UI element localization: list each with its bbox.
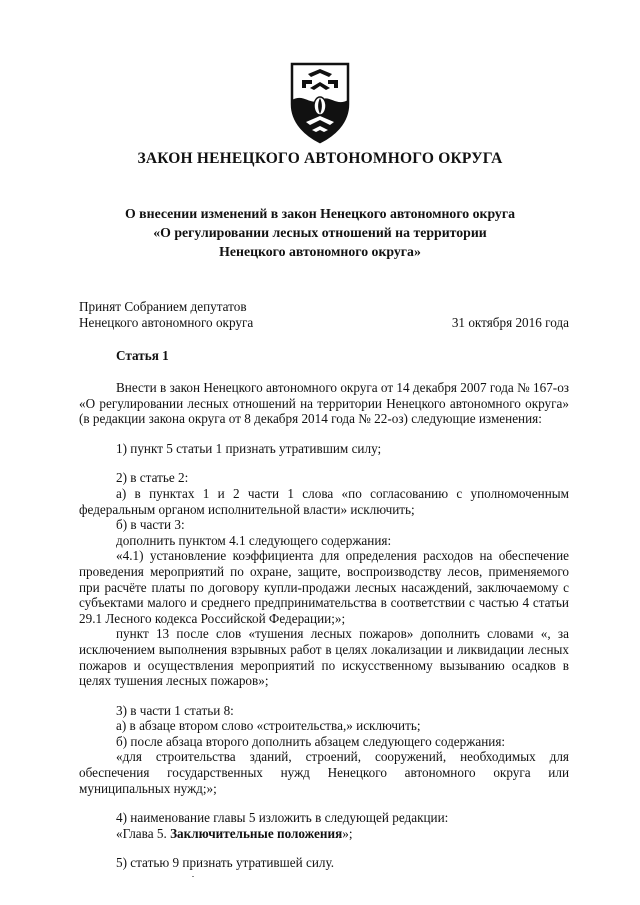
paragraph-2-heading: 2) в статье 2:: [116, 470, 189, 486]
article-body: [79, 380, 569, 871]
law-subtitle: [80, 204, 560, 261]
subtitle-line: О внесении изменений в закон Ненецкого автономного округа: [125, 206, 515, 221]
paragraph-3-heading: 3) в части 1 статьи 8:: [116, 702, 234, 718]
chapter-suffix: »;: [342, 825, 353, 841]
adoption-date: 31 октября 2016 года: [451, 315, 569, 330]
article-heading: Статья 1: [116, 348, 169, 363]
chapter-label: «Глава 5.: [116, 825, 171, 841]
scan-speck: [192, 876, 194, 877]
paragraph-4-text: [79, 826, 569, 842]
paragraph-1: 1) пункт 5 статьи 1 признать утратившим силу;: [116, 440, 382, 456]
law-title: ЗАКОН НЕНЕЦКОГО АВТОНОМНОГО ОКРУГА: [137, 150, 503, 167]
paragraph-4-heading: 4) наименование главы 5 изложить в следующей редакции:: [116, 810, 449, 826]
adopted-by-line: Ненецкого автономного округа: [79, 315, 254, 330]
paragraph-3-b: б) после абзаца второго дополнить абзацем следующего содержания:: [116, 733, 506, 749]
adoption-block: [79, 299, 569, 331]
article-intro: Внести в закон Ненецкого автономного округа от 14 декабря 2007 года № 167-оз «О регулировании лесных отношений на территории Ненецкого автономного округа» (в редакции закона округа от 8 декабря 2014 года № 22-оз) следующие изменения:: [79, 380, 569, 427]
paragraph-3-a: а) в абзаце втором слово «строительства,» исключить;: [116, 718, 421, 734]
adopted-by-line: Принят Собранием депутатов: [79, 299, 247, 314]
coat-of-arms-icon: [288, 60, 352, 144]
chapter-name: Заключительные положения: [170, 825, 343, 841]
paragraph-3-b-text: «для строительства зданий, строений, сооружений, необходимых для обеспечения государственных нужд Ненецкого автономного округа или муниципальных нужд;»;: [79, 749, 569, 796]
paragraph-5: 5) статью 9 признать утратившей силу.: [116, 855, 335, 871]
paragraph-2-b2: пункт 13 после слов «тушения лесных пожаров» дополнить словами «, за исключением выполнения взрывных работ в целях локализации и ликвидации лесных пожаров и осуществления мероприятий по искусственному вызыванию осадков в целях тушения лесных пожаров»;: [79, 626, 569, 689]
paragraph-2-b: б) в части 3:: [116, 517, 185, 533]
subtitle-line: «О регулировании лесных отношений на территории: [153, 225, 487, 240]
paragraph-2-b1-text: «4.1) установление коэффициента для определения расходов на обеспечение проведения мероприятий по охране, защите, воспроизводству лесов, применяемого при расчёте платы по договору купли-продажи лесных насаждений, заключаемому с субъектами малого и среднего предпринимательства в соответствии с частью 4 статьи 29.1 Лесного кодекса Российской Федерации;»;: [79, 548, 569, 626]
paragraph-2-a: а) в пунктах 1 и 2 части 1 слова «по согласованию с уполномоченным федеральным органом исполнительной власти» исключить;: [79, 485, 569, 517]
paragraph-2-b1: дополнить пунктом 4.1 следующего содержания:: [116, 532, 392, 548]
subtitle-line: Ненецкого автономного округа»: [219, 244, 421, 259]
